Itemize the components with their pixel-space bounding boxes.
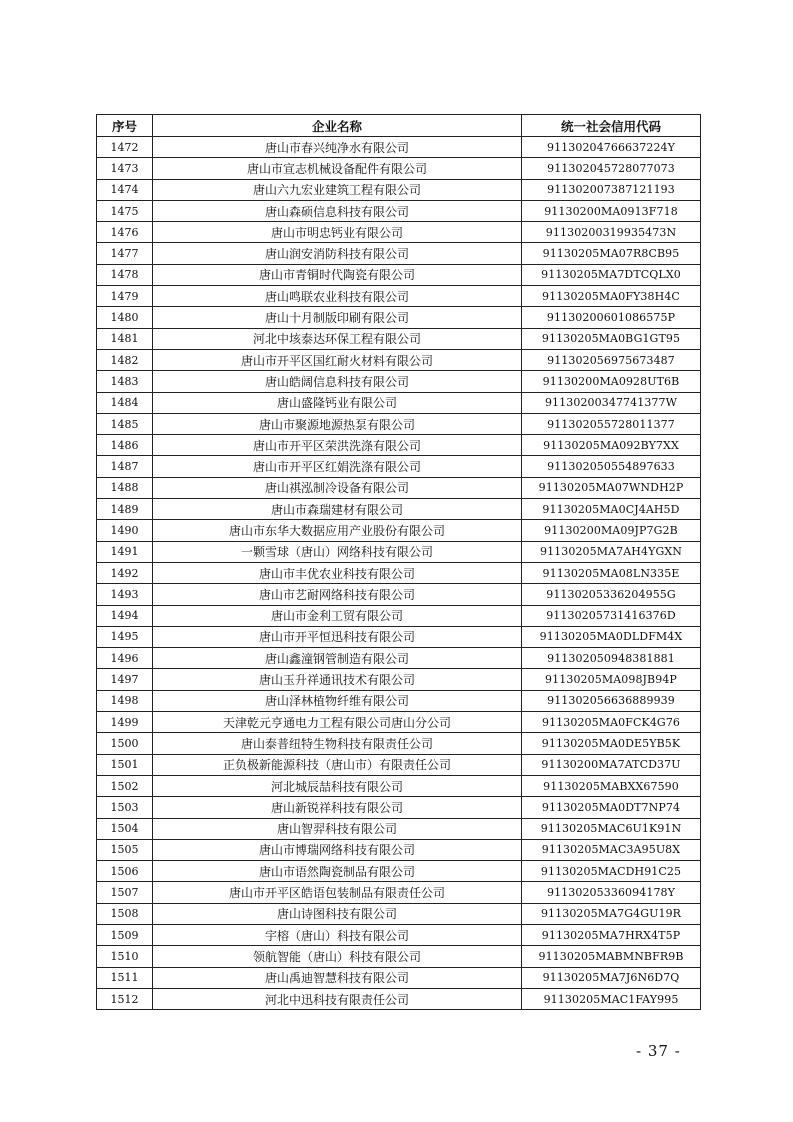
credit-code-cell: 91130200MA09JP7G2B xyxy=(522,520,701,541)
credit-code-cell: 91130205MAC1FAY995 xyxy=(522,988,701,1009)
enterprise-name-cell: 唐山市丰优农业科技有限公司 xyxy=(153,562,522,583)
enterprise-name-cell: 唐山皓阔信息科技有限公司 xyxy=(153,371,522,392)
credit-code-cell: 911302045728077073 xyxy=(522,158,701,179)
enterprise-name-cell: 唐山市开平区皓语包装制品有限责任公司 xyxy=(153,882,522,903)
table-row xyxy=(97,775,701,796)
enterprise-name-cell: 唐山鑫潼钢管制造有限公司 xyxy=(153,648,522,669)
serial-number-cell: 1504 xyxy=(97,818,153,839)
table-row xyxy=(97,839,701,860)
table-row xyxy=(97,562,701,583)
credit-code-cell: 91130205MACDH91C25 xyxy=(522,861,701,882)
table-row xyxy=(97,733,701,754)
table-row xyxy=(97,861,701,882)
table-row xyxy=(97,243,701,264)
serial-number-cell: 1490 xyxy=(97,520,153,541)
header-credit-code: 统一社会信用代码 xyxy=(522,115,701,137)
serial-number-cell: 1500 xyxy=(97,733,153,754)
serial-number-cell: 1507 xyxy=(97,882,153,903)
serial-number-cell: 1473 xyxy=(97,158,153,179)
table-header-row xyxy=(97,115,701,137)
table-row xyxy=(97,222,701,243)
enterprise-name-cell: 唐山市开平区红娟洗涤有限公司 xyxy=(153,456,522,477)
serial-number-cell: 1499 xyxy=(97,712,153,733)
enterprise-name-cell: 唐山市语然陶瓷制品有限公司 xyxy=(153,861,522,882)
credit-code-cell: 91130205MA0CJ4AH5D xyxy=(522,499,701,520)
table-row xyxy=(97,797,701,818)
enterprise-name-cell: 正负极新能源科技（唐山市）有限责任公司 xyxy=(153,754,522,775)
credit-code-cell: 91130205MA0FCK4G76 xyxy=(522,712,701,733)
serial-number-cell: 1503 xyxy=(97,797,153,818)
serial-number-cell: 1505 xyxy=(97,839,153,860)
enterprise-name-cell: 唐山鸣联农业科技有限公司 xyxy=(153,286,522,307)
table-row xyxy=(97,946,701,967)
credit-code-cell: 91130200319935473N xyxy=(522,222,701,243)
enterprise-name-cell: 唐山盛隆钙业有限公司 xyxy=(153,392,522,413)
serial-number-cell: 1491 xyxy=(97,541,153,562)
credit-code-cell: 91130205336094178Y xyxy=(522,882,701,903)
enterprise-name-cell: 唐山市聚源地源热泵有限公司 xyxy=(153,413,522,434)
serial-number-cell: 1474 xyxy=(97,179,153,200)
enterprise-name-cell: 唐山市开平恒迅科技有限公司 xyxy=(153,626,522,647)
credit-code-cell: 91130205MA092BY7XX xyxy=(522,435,701,456)
enterprise-name-cell: 唐山泽林植物纤维有限公司 xyxy=(153,690,522,711)
credit-code-cell: 91130200347741377W xyxy=(522,392,701,413)
enterprise-name-cell: 唐山玉升祥通讯技术有限公司 xyxy=(153,669,522,690)
credit-code-cell: 91130205MA098JB94P xyxy=(522,669,701,690)
enterprise-name-cell: 宇榕（唐山）科技有限公司 xyxy=(153,924,522,945)
serial-number-cell: 1512 xyxy=(97,988,153,1009)
credit-code-cell: 911302056975673487 xyxy=(522,349,701,370)
serial-number-cell: 1511 xyxy=(97,967,153,988)
enterprise-name-cell: 唐山祺泓制冷设备有限公司 xyxy=(153,477,522,498)
serial-number-cell: 1479 xyxy=(97,286,153,307)
table-row xyxy=(97,286,701,307)
enterprise-name-cell: 唐山十月制版印刷有限公司 xyxy=(153,307,522,328)
table-row xyxy=(97,520,701,541)
table-row xyxy=(97,712,701,733)
credit-code-cell: 91130200601086575P xyxy=(522,307,701,328)
enterprise-name-cell: 河北中迅科技有限责任公司 xyxy=(153,988,522,1009)
table-row xyxy=(97,413,701,434)
credit-code-cell: 911302055728011377 xyxy=(522,413,701,434)
serial-number-cell: 1494 xyxy=(97,605,153,626)
table-row xyxy=(97,179,701,200)
table-row xyxy=(97,392,701,413)
table-row xyxy=(97,477,701,498)
table-row xyxy=(97,754,701,775)
page-number: - 37 - xyxy=(636,1042,681,1060)
serial-number-cell: 1481 xyxy=(97,328,153,349)
table-row xyxy=(97,882,701,903)
serial-number-cell: 1484 xyxy=(97,392,153,413)
credit-code-cell: 91130205MA0FY38H4C xyxy=(522,286,701,307)
enterprise-name-cell: 唐山市博瑞网络科技有限公司 xyxy=(153,839,522,860)
credit-code-cell: 911302056636889939 xyxy=(522,690,701,711)
table-row xyxy=(97,903,701,924)
credit-code-cell: 91130205MAC3A95U8X xyxy=(522,839,701,860)
serial-number-cell: 1483 xyxy=(97,371,153,392)
credit-code-cell: 91130205MA7AH4YGXN xyxy=(522,541,701,562)
enterprise-name-cell: 唐山市春兴纯净水有限公司 xyxy=(153,137,522,158)
table-row xyxy=(97,584,701,605)
table-row xyxy=(97,626,701,647)
serial-number-cell: 1493 xyxy=(97,584,153,605)
serial-number-cell: 1496 xyxy=(97,648,153,669)
table-row xyxy=(97,605,701,626)
credit-code-cell: 91130205MA08LN335E xyxy=(522,562,701,583)
enterprise-table xyxy=(96,114,701,1010)
credit-code-cell: 911302050948381881 xyxy=(522,648,701,669)
enterprise-name-cell: 唐山森硕信息科技有限公司 xyxy=(153,200,522,221)
table-row xyxy=(97,967,701,988)
header-serial-number: 序号 xyxy=(97,115,153,137)
table-row xyxy=(97,200,701,221)
enterprise-name-cell: 唐山市宣志机械设备配件有限公司 xyxy=(153,158,522,179)
enterprise-name-cell: 唐山智羿科技有限公司 xyxy=(153,818,522,839)
serial-number-cell: 1480 xyxy=(97,307,153,328)
table-row xyxy=(97,158,701,179)
enterprise-name-cell: 唐山六九宏业建筑工程有限公司 xyxy=(153,179,522,200)
serial-number-cell: 1472 xyxy=(97,137,153,158)
serial-number-cell: 1486 xyxy=(97,435,153,456)
credit-code-cell: 91130205MABMNBFR9B xyxy=(522,946,701,967)
enterprise-name-cell: 唐山市森瑞建材有限公司 xyxy=(153,499,522,520)
credit-code-cell: 91130204766637224Y xyxy=(522,137,701,158)
enterprise-name-cell: 河北中垓泰达环保工程有限公司 xyxy=(153,328,522,349)
credit-code-cell: 91130200MA0913F718 xyxy=(522,200,701,221)
serial-number-cell: 1502 xyxy=(97,775,153,796)
serial-number-cell: 1506 xyxy=(97,861,153,882)
credit-code-cell: 91130205MA0DLDFM4X xyxy=(522,626,701,647)
enterprise-name-cell: 唐山市明忠钙业有限公司 xyxy=(153,222,522,243)
enterprise-name-cell: 唐山诗图科技有限公司 xyxy=(153,903,522,924)
table-row xyxy=(97,648,701,669)
serial-number-cell: 1510 xyxy=(97,946,153,967)
serial-number-cell: 1495 xyxy=(97,626,153,647)
enterprise-name-cell: 领航智能（唐山）科技有限公司 xyxy=(153,946,522,967)
header-enterprise-name: 企业名称 xyxy=(153,115,522,137)
credit-code-cell: 91130200MA7ATCD37U xyxy=(522,754,701,775)
serial-number-cell: 1492 xyxy=(97,562,153,583)
enterprise-name-cell: 一颗雪球（唐山）网络科技有限公司 xyxy=(153,541,522,562)
credit-code-cell: 91130205MABXX67590 xyxy=(522,775,701,796)
credit-code-cell: 91130205MA7J6N6D7Q xyxy=(522,967,701,988)
enterprise-name-cell: 唐山新锐祥科技有限公司 xyxy=(153,797,522,818)
credit-code-cell: 91130205MA0DE5YB5K xyxy=(522,733,701,754)
credit-code-cell: 911302050554897633 xyxy=(522,456,701,477)
serial-number-cell: 1509 xyxy=(97,924,153,945)
credit-code-cell: 91130205336204955G xyxy=(522,584,701,605)
serial-number-cell: 1485 xyxy=(97,413,153,434)
credit-code-cell: 91130205MA0DT7NP74 xyxy=(522,797,701,818)
credit-code-cell: 91130205MAC6U1K91N xyxy=(522,818,701,839)
credit-code-cell: 91130205MA0BG1GT95 xyxy=(522,328,701,349)
table-row xyxy=(97,349,701,370)
credit-code-cell: 91130205MA07WNDH2P xyxy=(522,477,701,498)
enterprise-name-cell: 唐山禹迪智慧科技有限公司 xyxy=(153,967,522,988)
credit-code-cell: 91130205MA7G4GU19R xyxy=(522,903,701,924)
table-row xyxy=(97,924,701,945)
serial-number-cell: 1487 xyxy=(97,456,153,477)
table-body xyxy=(97,137,701,1010)
serial-number-cell: 1475 xyxy=(97,200,153,221)
table-row xyxy=(97,541,701,562)
serial-number-cell: 1477 xyxy=(97,243,153,264)
enterprise-name-cell: 唐山润安消防科技有限公司 xyxy=(153,243,522,264)
table-row xyxy=(97,988,701,1009)
serial-number-cell: 1488 xyxy=(97,477,153,498)
enterprise-name-cell: 天津乾元亨通电力工程有限公司唐山分公司 xyxy=(153,712,522,733)
table-row xyxy=(97,499,701,520)
serial-number-cell: 1489 xyxy=(97,499,153,520)
credit-code-cell: 911302007387121193 xyxy=(522,179,701,200)
enterprise-name-cell: 唐山市青铜时代陶瓷有限公司 xyxy=(153,264,522,285)
enterprise-name-cell: 唐山市东华大数据应用产业股份有限公司 xyxy=(153,520,522,541)
enterprise-name-cell: 唐山市开平区荣洪洗涤有限公司 xyxy=(153,435,522,456)
credit-code-cell: 91130205MA7HRX4T5P xyxy=(522,924,701,945)
table-row xyxy=(97,435,701,456)
enterprise-name-cell: 河北城辰喆科技有限公司 xyxy=(153,775,522,796)
table-row xyxy=(97,328,701,349)
serial-number-cell: 1498 xyxy=(97,690,153,711)
table-row xyxy=(97,669,701,690)
enterprise-name-cell: 唐山市开平区国红耐火材料有限公司 xyxy=(153,349,522,370)
table-row xyxy=(97,456,701,477)
credit-code-cell: 91130205MA07R8CB95 xyxy=(522,243,701,264)
table-row xyxy=(97,818,701,839)
table-row xyxy=(97,307,701,328)
enterprise-name-cell: 唐山泰普纽特生物科技有限责任公司 xyxy=(153,733,522,754)
table-row xyxy=(97,137,701,158)
credit-code-cell: 91130205MA7DTCQLX0 xyxy=(522,264,701,285)
table-row xyxy=(97,371,701,392)
serial-number-cell: 1476 xyxy=(97,222,153,243)
enterprise-name-cell: 唐山市艺耐网络科技有限公司 xyxy=(153,584,522,605)
enterprise-name-cell: 唐山市金利工贸有限公司 xyxy=(153,605,522,626)
serial-number-cell: 1478 xyxy=(97,264,153,285)
serial-number-cell: 1501 xyxy=(97,754,153,775)
credit-code-cell: 91130200MA0928UT6B xyxy=(522,371,701,392)
table-row xyxy=(97,264,701,285)
serial-number-cell: 1482 xyxy=(97,349,153,370)
serial-number-cell: 1508 xyxy=(97,903,153,924)
credit-code-cell: 91130205731416376D xyxy=(522,605,701,626)
serial-number-cell: 1497 xyxy=(97,669,153,690)
table-row xyxy=(97,690,701,711)
